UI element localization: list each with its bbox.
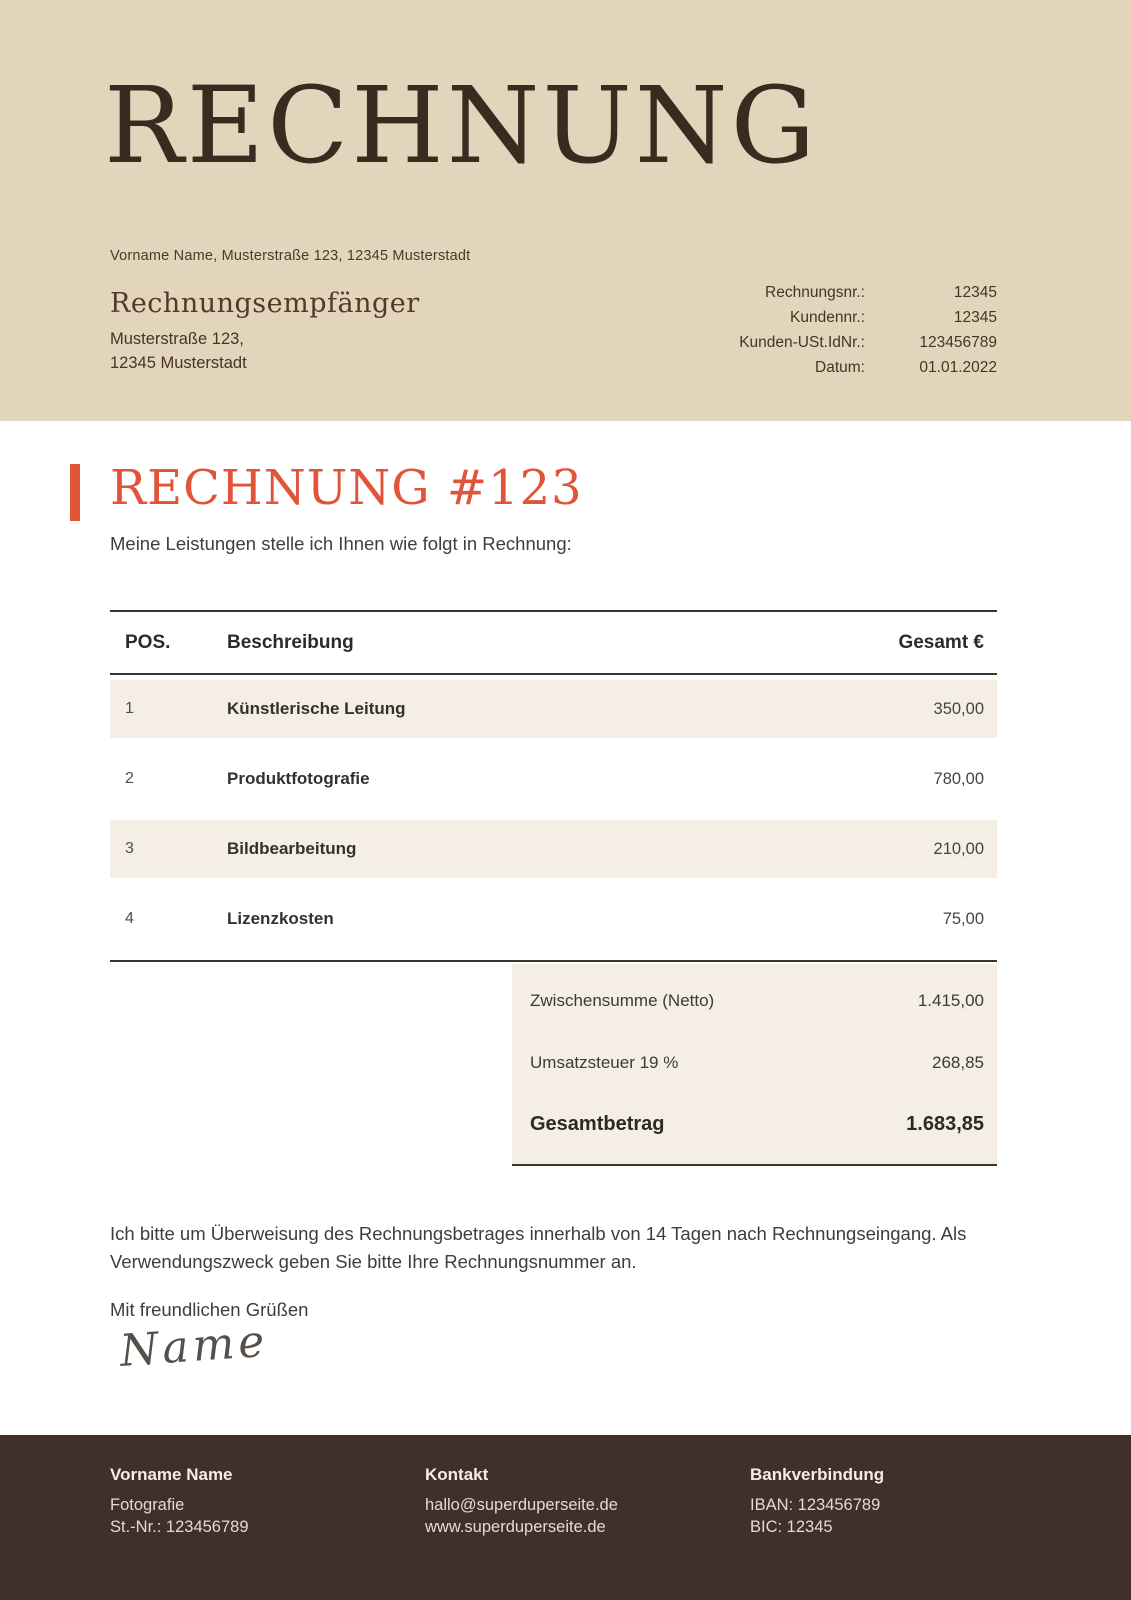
row-description: Bildbearbeitung xyxy=(227,839,357,858)
invoice-header xyxy=(0,0,1131,421)
row-total: 210,00 xyxy=(933,839,984,858)
footer-heading: Kontakt xyxy=(425,1465,489,1484)
page-footer xyxy=(0,1435,1131,1600)
footer-column-bank xyxy=(750,1465,884,1538)
footer-column-owner xyxy=(110,1465,249,1538)
footer-heading: Bankverbindung xyxy=(750,1465,885,1484)
banner-title: RECHNUNG xyxy=(104,64,819,187)
row-description: Produktfotografie xyxy=(227,769,370,788)
row-pos: 3 xyxy=(125,840,134,857)
summary-label: Zwischensumme (Netto) xyxy=(530,991,715,1010)
closing-line: Mit freundlichen Grüßen xyxy=(110,1299,309,1320)
sender-address-line: Vorname Name, Musterstraße 123, 12345 Musterstadt xyxy=(110,248,471,264)
row-pos: 2 xyxy=(125,770,134,787)
summary-row-vat xyxy=(530,1011,984,1073)
items-table xyxy=(110,610,997,962)
footer-bic: BIC: 12345 xyxy=(750,1518,833,1536)
recipient-title: Rechnungsempfänger xyxy=(110,288,420,319)
meta-value-vat-id: 123456789 xyxy=(919,334,997,351)
meta-label-invoice-number: Rechnungsnr.: xyxy=(765,284,865,301)
summary-row-subtotal xyxy=(530,964,984,1011)
meta-value-date: 01.01.2022 xyxy=(919,359,997,376)
summary-value: 1.683,85 xyxy=(906,1113,984,1135)
column-header-total: Gesamt € xyxy=(898,631,984,653)
summary-row-grand-total xyxy=(530,1073,984,1136)
footer-iban: IBAN: 123456789 xyxy=(750,1496,881,1514)
row-total: 350,00 xyxy=(933,699,984,718)
meta-label-vat-id: Kunden-USt.IdNr.: xyxy=(739,334,865,351)
meta-label-customer-number: Kundennr.: xyxy=(790,309,865,326)
row-pos: 4 xyxy=(125,910,134,927)
summary-label: Umsatzsteuer 19 % xyxy=(530,1053,679,1072)
recipient-street: Musterstraße 123, xyxy=(110,330,244,348)
table-row xyxy=(110,820,997,878)
summary-label: Gesamtbetrag xyxy=(530,1113,665,1135)
signature: Name xyxy=(118,1315,270,1377)
table-header-row xyxy=(110,612,997,675)
footer-website: www.superduperseite.de xyxy=(425,1518,606,1536)
summary-value: 1.415,00 xyxy=(917,991,984,1010)
column-header-pos: POS. xyxy=(125,631,171,653)
invoice-meta-block xyxy=(739,284,997,377)
invoice-intro: Meine Leistungen stelle ich Ihnen wie folgt in Rechnung: xyxy=(110,533,572,554)
table-row xyxy=(110,750,997,808)
recipient-city: 12345 Musterstadt xyxy=(110,354,247,372)
footer-line: Fotografie xyxy=(110,1496,185,1514)
row-description: Lizenzkosten xyxy=(227,909,334,928)
footer-email: hallo@superduperseite.de xyxy=(425,1496,618,1514)
row-total: 75,00 xyxy=(942,909,984,928)
meta-value-customer-number: 12345 xyxy=(953,309,997,326)
meta-label-date: Datum: xyxy=(815,359,865,376)
footer-heading: Vorname Name xyxy=(110,1465,233,1484)
footer-column-contact xyxy=(425,1465,618,1538)
summary-value: 268,85 xyxy=(932,1053,984,1072)
accent-bar xyxy=(70,464,80,521)
meta-value-invoice-number: 12345 xyxy=(953,284,997,301)
footer-line: St.-Nr.: 123456789 xyxy=(110,1518,249,1536)
column-header-description: Beschreibung xyxy=(227,631,354,653)
table-row xyxy=(110,890,997,948)
summary-box xyxy=(512,964,997,1166)
row-total: 780,00 xyxy=(933,769,984,788)
row-pos: 1 xyxy=(125,700,134,717)
row-description: Künstlerische Leitung xyxy=(227,699,406,718)
table-row xyxy=(110,680,997,738)
invoice-title: RECHNUNG #123 xyxy=(110,460,583,516)
payment-note: Ich bitte um Überweisung des Rechnungsbetrages innerhalb von 14 Tagen nach Rechnungseingang. Als Verwendungszweck geben Sie bitte Ihre Rechnungsnummer an. xyxy=(110,1223,967,1272)
